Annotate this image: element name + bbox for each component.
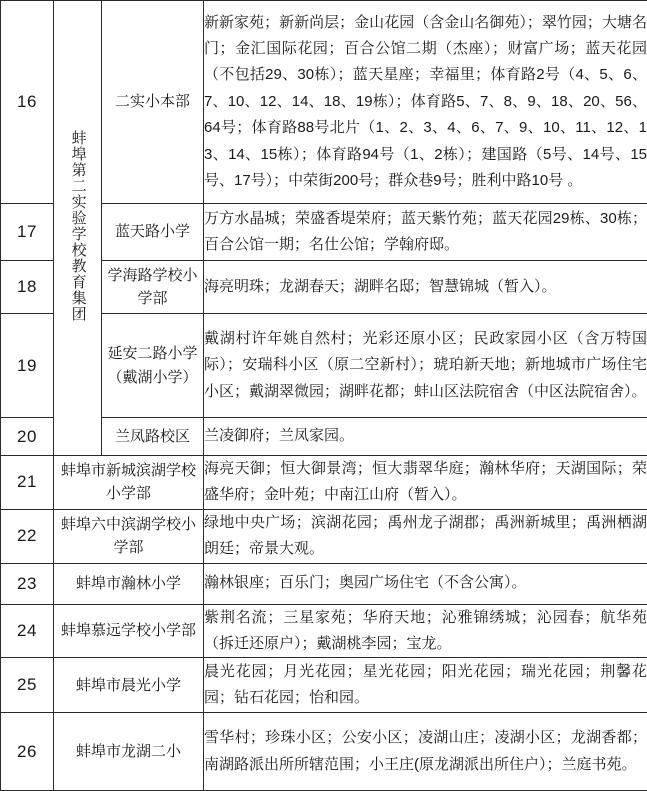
row-index-cell: 20 [1,418,54,456]
table-row [1,658,647,713]
school-group-label: 蚌埠第二实验学校教育集团 [65,130,89,322]
school-area-cell: 戴湖村许年姚自然村；光彩还原小区；民政家园小区（含万特国际）；安瑞科小区（原二空新村）；琥珀新天地；新地城市广场住宅小区；戴湖翠微园；湖畔花都；蚌山区法院宿舍（中区法院宿舍）。 [204,314,647,418]
table-row [1,604,647,658]
table-row [1,713,647,791]
school-name-cell: 蚌埠市新城滨湖学校小学部 [54,456,204,510]
row-index-cell: 21 [1,456,54,510]
row-index-cell: 25 [1,658,54,713]
row-index-cell: 17 [1,204,54,261]
school-area-cell: 海亮天御；恒大御景湾；恒大翡翠华庭；瀚林华府；天湖国际；荣盛华府；金叶苑；中南江山府（暂入）。 [204,456,647,510]
row-index-cell: 19 [1,314,54,418]
school-area-cell: 紫荆名流；三星家苑；华府天地；沁雅锦绣城；沁园春；航华苑（拆迁还原户）；戴湖桃李园；宝龙。 [204,604,647,658]
row-index-cell: 24 [1,604,54,658]
school-area-cell: 新新家苑；新新尚层；金山花园（含金山名御苑）；翠竹园；大塘名门；金汇国际花园；百合公馆二期（杰座）；财富广场；蓝天花园（不包括29、30栋）；蓝天星座；幸福里；体育路2号（4、5、6、7、10、12、14、18、19栋）；体育路5、7、8、9、18、20、56、64号；体育路88号北片（1、2、3、4、6、7、9、10、11、12、13、14、15栋）；体育路94号（1、2栋）；建国路（5号、14号、15号、17号）；中荣街200号；群众巷9号；胜利中路10号 。 [204,1,647,204]
school-area-cell: 瀚林银座；百乐门；奥园广场住宅（不含公寓）。 [204,563,647,604]
school-name-cell: 学海路学校小学部 [102,261,204,314]
school-name-cell: 二实小本部 [102,1,204,204]
school-area-cell: 雪华村；珍珠小区；公安小区；凌湖山庄；凌湖小区；龙湖香都；南湖路派出所所辖范围；小王庄(原龙湖派出所住户）；兰庭书苑。 [204,713,647,791]
row-index-cell: 16 [1,1,54,204]
school-name-cell: 蚌埠市瀚林小学 [54,563,204,604]
table-row [1,456,647,510]
table-row [1,1,647,204]
table-row [1,563,647,604]
school-name-cell: 蚌埠市龙湖二小 [54,713,204,791]
school-name-cell: 兰凤路校区 [102,418,204,456]
row-index-cell: 18 [1,261,54,314]
school-name-cell: 蚌埠市晨光小学 [54,658,204,713]
school-group-cell [54,1,102,456]
table-row [1,509,647,563]
school-area-cell: 绿地中央广场；滨湖花园；禹州龙子湖郡；禹洲新城里；禹洲栖湖朗廷；帝景大观。 [204,509,647,563]
school-area-cell: 晨光花园；月光花园；星光花园；阳光花园；瑞光花园；荆馨花园；钻石花园；怡和园。 [204,658,647,713]
row-index-cell: 26 [1,713,54,791]
school-name-cell: 延安二路小学（戴湖小学） [102,314,204,418]
row-index-cell: 23 [1,563,54,604]
school-name-cell: 蓝天路小学 [102,204,204,261]
school-area-cell: 兰凌御府；兰凤家园。 [204,418,647,456]
school-area-cell: 海亮明珠；龙湖春天；湖畔名邸；智慧锦城（暂入）。 [204,261,647,314]
school-name-cell: 蚌埠慕远学校小学部 [54,604,204,658]
school-name-cell: 蚌埠六中滨湖学校小学部 [54,509,204,563]
row-index-cell: 22 [1,509,54,563]
school-area-cell: 万方水晶城；荣盛香堤荣府；蓝天紫竹苑；蓝天花园29栋、30栋；百合公馆一期；名仕公馆；学翰府邸。 [204,204,647,261]
